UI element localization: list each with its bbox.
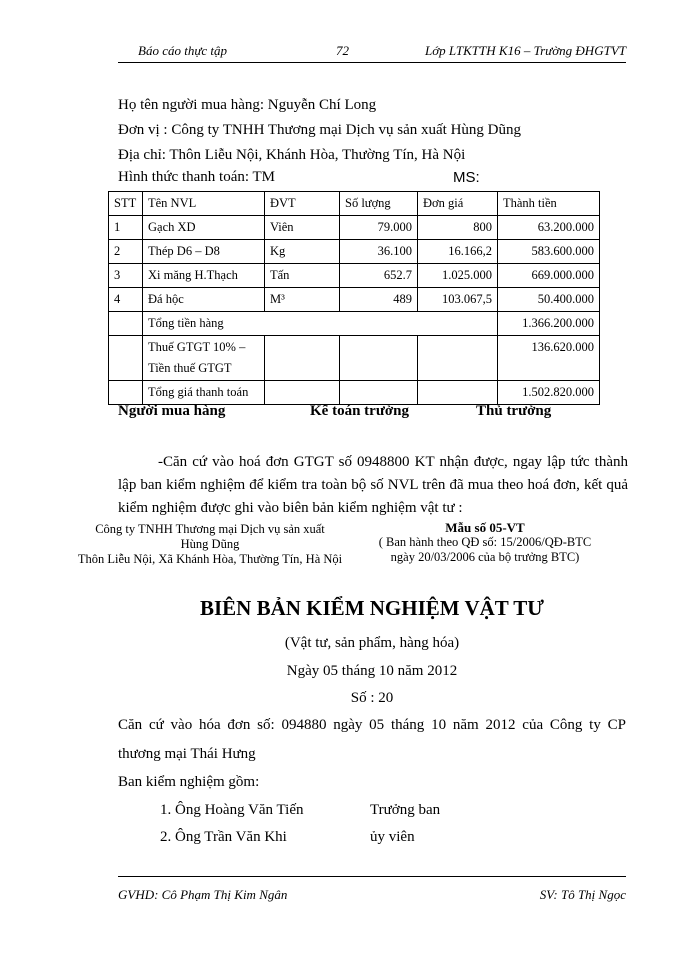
cell-unit: M³ <box>265 288 340 312</box>
cell-material: Gạch XD <box>143 216 265 240</box>
table-header-row <box>109 192 600 216</box>
header-quantity: Số lượng <box>340 192 418 216</box>
member-name: 2. Ông Trần Văn Khi <box>160 829 287 845</box>
company-block <box>75 522 345 567</box>
summary-label: Tổng giá thanh toán <box>143 381 265 405</box>
report-number: Số : 20 <box>350 690 394 706</box>
summary-row-total <box>109 381 600 405</box>
summary-amount: 1.502.820.000 <box>498 381 600 405</box>
header-page-number: 72 <box>336 43 349 58</box>
inspection-paragraph: -Căn cứ vào hoá đơn GTGT số 0948800 KT nhận được, ngay lập tức thành lập ban kiểm nghiệm để kiểm tra toàn bộ số NVL trên đã mua theo hoá đơn, kết quả kiểm nghiệm được ghi vào biên bản kiểm nghiệm vật tư : <box>118 454 628 516</box>
cell-stt: 3 <box>109 264 143 288</box>
member-role: ủy viên <box>370 829 415 845</box>
cell-material: Đá hộc <box>143 288 265 312</box>
cell-stt: 2 <box>109 240 143 264</box>
cell-quantity: 36.100 <box>340 240 418 264</box>
cell-amount: 50.400.000 <box>498 288 600 312</box>
summary-row-subtotal <box>109 312 600 336</box>
member-name: 1. Ông Hoàng Văn Tiến <box>160 802 304 818</box>
header-material: Tên NVL <box>143 192 265 216</box>
cell-stt: 4 <box>109 288 143 312</box>
cell-amount: 63.200.000 <box>498 216 600 240</box>
company-name: Công ty TNHH Thương mại Dịch vụ sản xuất Hùng Dũng <box>95 522 325 551</box>
report-date: Ngày 05 tháng 10 năm 2012 <box>286 663 458 679</box>
cell-quantity: 489 <box>340 288 418 312</box>
report-subtitle: (Vật tư, sản phẩm, hàng hóa) <box>284 635 460 651</box>
header-price: Đơn giá <box>418 192 498 216</box>
cell-unit: Viên <box>265 216 340 240</box>
buyer-name-line: Họ tên người mua hàng: Nguyễn Chí Long <box>118 97 377 113</box>
cell-price: 1.025.000 <box>418 264 498 288</box>
cell-unit: Tấn <box>265 264 340 288</box>
cell-price: 800 <box>418 216 498 240</box>
table-row <box>109 264 600 288</box>
table-row <box>109 216 600 240</box>
table-row <box>109 240 600 264</box>
cell-price: 103.067,5 <box>418 288 498 312</box>
signature-buyer: Người mua hàng <box>118 403 226 419</box>
cell-amount: 669.000.000 <box>498 264 600 288</box>
header-amount: Thành tiền <box>498 192 600 216</box>
cell-material: Thép D6 – D8 <box>143 240 265 264</box>
member-role: Trưởng ban <box>370 802 441 818</box>
report-title: BIÊN BẢN KIỂM NGHIỆM VẬT TƯ <box>199 596 545 620</box>
page-header <box>118 40 626 63</box>
page-footer <box>118 876 626 901</box>
company-address: Thôn Liễu Nội, Xã Khánh Hòa, Thường Tín, Hà Nội <box>77 552 343 566</box>
summary-row-vat <box>109 336 600 381</box>
payment-method-line: Hình thức thanh toán: TM <box>118 169 276 185</box>
report-basis-line2: thương mại Thái Hưng <box>118 746 256 762</box>
invoice-table <box>108 191 600 405</box>
summary-amount: 1.366.200.000 <box>498 312 600 336</box>
signature-head: Thủ trưởng <box>476 403 552 419</box>
form-number: Mẫu số 05-VT <box>445 520 525 535</box>
cell-amount: 583.600.000 <box>498 240 600 264</box>
signature-accountant: Kế toán trưởng <box>310 403 409 419</box>
summary-label: Tổng tiền hàng <box>143 312 498 336</box>
buyer-address-line: Địa chỉ: Thôn Liễu Nội, Khánh Hòa, Thường Tín, Hà Nội <box>118 147 466 163</box>
form-decision-date: ngày 20/03/2006 của bộ trưởng BTC) <box>390 550 580 564</box>
table-row <box>109 288 600 312</box>
header-class-label: Lớp LTKTTH K16 – Trường ĐHGTVT <box>425 43 626 58</box>
cell-unit: Kg <box>265 240 340 264</box>
header-stt: STT <box>109 192 143 216</box>
footer-advisor: GVHD: Cô Phạm Thị Kim Ngân <box>118 887 288 902</box>
header-report-label: Báo cáo thực tập <box>138 43 228 58</box>
report-basis-line1: Căn cứ vào hóa đơn số: 094880 ngày 05 tháng 10 năm 2012 của Công ty CP <box>118 717 626 733</box>
cell-quantity: 79.000 <box>340 216 418 240</box>
cell-stt: 1 <box>109 216 143 240</box>
buyer-unit-line: Đơn vị : Công ty TNHH Thương mại Dịch vụ sản xuất Hùng Dũng <box>118 122 522 138</box>
footer-student: SV: Tô Thị Ngọc <box>539 887 626 902</box>
ms-label: MS: <box>453 169 480 186</box>
summary-amount: 136.620.000 <box>498 336 600 381</box>
form-block <box>340 520 630 565</box>
cell-price: 16.166,2 <box>418 240 498 264</box>
committee-label: Ban kiểm nghiệm gồm: <box>118 774 260 790</box>
form-decision: ( Ban hành theo QĐ số: 15/2006/QĐ-BTC <box>378 535 592 549</box>
header-unit: ĐVT <box>265 192 340 216</box>
summary-label: Thuế GTGT 10% – Tiền thuế GTGT <box>143 336 265 381</box>
cell-quantity: 652.7 <box>340 264 418 288</box>
cell-material: Xi măng H.Thạch <box>143 264 265 288</box>
